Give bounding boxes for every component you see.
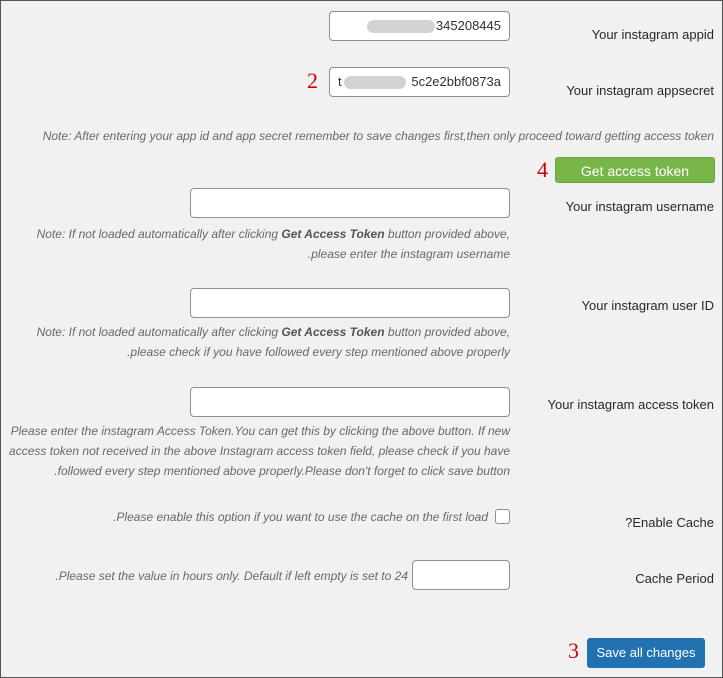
note-text: button provided above, (384, 325, 510, 339)
note-line: .please enter the instagram username (307, 247, 510, 261)
userid-label: Your instagram user ID (581, 298, 714, 313)
userid-input[interactable] (190, 288, 510, 318)
note-line: .please check if you have followed every step mentioned above properly (127, 345, 510, 359)
cache-period-label: Cache Period (635, 571, 714, 586)
redaction-blur (367, 20, 435, 33)
access-token-note (0, 421, 510, 481)
appsecret-visible-value: 5c2e2bbf0873a (411, 74, 501, 89)
note-bold-text: Get Access Token (281, 227, 385, 241)
annotation-marker-2: 2 (307, 68, 318, 93)
annotation-marker-3: 3 (568, 638, 579, 663)
note-bold-text: Get Access Token (281, 325, 385, 339)
note-line: access token not received in the above Instagram access token field, please check if you have (9, 444, 510, 458)
note-text: button provided above, (384, 227, 510, 241)
note-line: .followed every step mentioned above properly.Please don't forget to click save button (54, 464, 510, 478)
save-first-note: Note: After entering your app id and app secret remember to save changes first,then only proceed toward getting access token (42, 129, 714, 143)
note-line: Please enter the instagram Access Token.You can get this by clicking the above button. If new (10, 424, 510, 438)
note-text: Note: If not loaded automatically after clicking (36, 325, 282, 339)
cache-period-input[interactable] (412, 560, 510, 590)
username-note (10, 224, 510, 264)
access-token-input[interactable] (190, 387, 510, 417)
appid-visible-value: 345208445 (435, 18, 501, 33)
appid-label: Your instagram appid (591, 27, 714, 42)
redaction-blur (344, 76, 406, 89)
appid-input[interactable] (329, 11, 510, 41)
appsecret-visible-prefix: t (338, 74, 342, 89)
appsecret-input[interactable] (329, 67, 510, 97)
get-access-token-button[interactable]: Get access token (555, 157, 715, 183)
cache-period-note: .Please set the value in hours only. Default if left empty is set to 24 (55, 569, 408, 583)
userid-note (10, 322, 510, 362)
username-label: Your instagram username (565, 199, 714, 214)
annotation-marker-4: 4 (537, 157, 548, 182)
appsecret-label: Your instagram appsecret (566, 83, 714, 98)
note-text: Note: If not loaded automatically after clicking (36, 227, 282, 241)
access-token-label: Your instagram access token (547, 397, 714, 412)
enable-cache-label: ?Enable Cache (625, 515, 714, 530)
save-all-changes-button[interactable]: Save all changes (587, 638, 705, 668)
username-input[interactable] (190, 188, 510, 218)
enable-cache-note: .Please enable this option if you want to use the cache on the first load (113, 510, 488, 524)
enable-cache-checkbox[interactable] (495, 509, 510, 524)
